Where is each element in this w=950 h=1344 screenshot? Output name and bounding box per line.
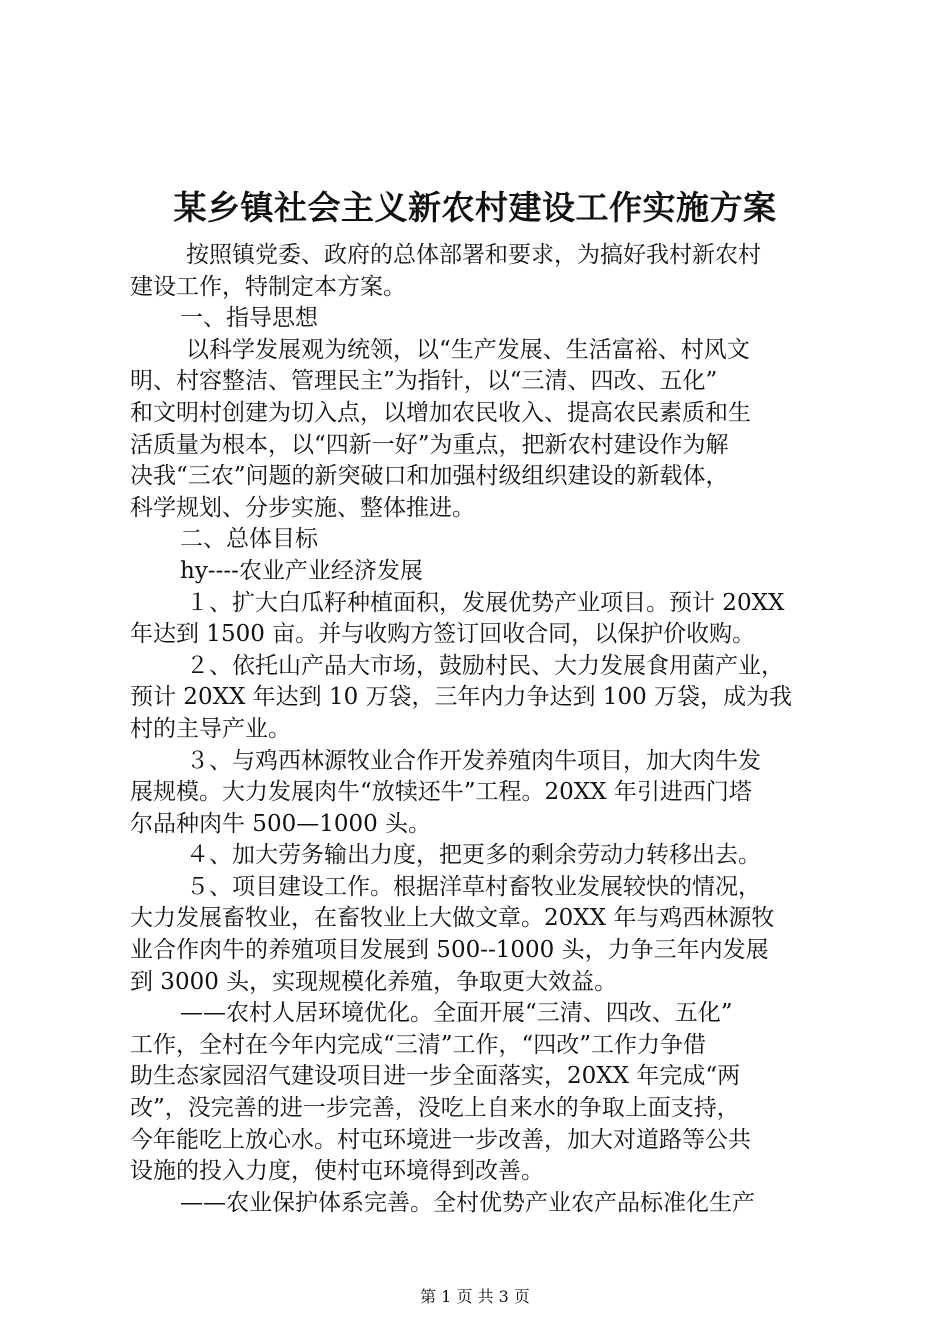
paragraph-line: 今年能吃上放心水。村屯环境进一步改善，加大对道路等公共 xyxy=(130,1126,751,1153)
paragraph-line: 展规模。大力发展肉牛“放犊还牛”工程。20XX 年引进西门塔 xyxy=(130,779,752,806)
paragraph-line: 助生态家园沼气建设项目进一步全面落实，20XX 年完成“两 xyxy=(130,1063,741,1090)
paragraph-line: ２、依托山产品大市场，鼓励村民、大力发展食用菌产业， xyxy=(186,652,784,679)
paragraph-line: hy----农业产业经济发展 xyxy=(180,557,423,584)
paragraph-line: 活质量为根本，以“四新一好”为重点，把新农村建设作为解 xyxy=(130,431,729,458)
paragraph-line: 设施的投入力度，使村屯环境得到改善。 xyxy=(130,1158,544,1185)
document-title: 某乡镇社会主义新农村建设工作实施方案 xyxy=(173,188,777,227)
paragraph-line: 改”，没完善的进一步完善，没吃上自来水的争取上面支持， xyxy=(130,1095,740,1122)
paragraph-line: 和文明村创建为切入点，以增加农民收入、提高农民素质和生 xyxy=(130,399,751,426)
paragraph-line: 二、总体目标 xyxy=(180,526,318,553)
paragraph-line: 大力发展畜牧业，在畜牧业上大做文章。20XX 年与鸡西林源牧 xyxy=(130,905,775,932)
paragraph-line: 按照镇党委、政府的总体部署和要求，为搞好我村新农村 xyxy=(186,242,761,268)
paragraph-line: ３、与鸡西林源牧业合作开发养殖肉牛项目，加大肉牛发 xyxy=(186,747,761,774)
paragraph-line: 以科学发展观为统领，以“生产发展、生活富裕、村风文 xyxy=(186,336,750,363)
paragraph-line: 到 3000 头，实现规模化养殖，争取更大效益。 xyxy=(130,968,618,995)
page-footer: 第 1 页 共 3 页 xyxy=(420,1287,530,1306)
paragraph-line: 村的主导产业。 xyxy=(130,715,291,742)
paragraph-line: ——农村人居环境优化。全面开展“三清、四改、五化” xyxy=(180,1000,733,1027)
paragraph-line: ５、项目建设工作。根据洋草村畜牧业发展较快的情况， xyxy=(186,873,761,900)
paragraph-line: 工作，全村在今年内完成“三清”工作，“四改”工作力争借 xyxy=(130,1031,707,1058)
paragraph-line: 尔品种肉牛 500—1000 头。 xyxy=(130,810,432,837)
paragraph-line: 年达到 1500 亩。并与收购方签订回收合同，以保护价收购。 xyxy=(130,621,756,648)
paragraph-line: ４、加大劳务输出力度，把更多的剩余劳动力转移出去。 xyxy=(186,842,761,869)
paragraph-line: ——农业保护体系完善。全村优势产业农产品标准化生产 xyxy=(180,1189,755,1216)
paragraph-line: 一、指导思想 xyxy=(180,305,318,332)
paragraph-line: 业合作肉牛的养殖项目发展到 500--1000 头，力争三年内发展 xyxy=(130,937,769,964)
paragraph-line: 科学规划、分步实施、整体推进。 xyxy=(130,494,475,521)
paragraph-line: １、扩大白瓜籽种植面积，发展优势产业项目。预计 20XX xyxy=(186,589,785,616)
paragraph-line: 建设工作，特制定本方案。 xyxy=(130,273,406,300)
paragraph-line: 明、村容整洁、管理民主”为指针，以“三清、四改、五化” xyxy=(130,368,718,395)
paragraph-line: 决我“三农”问题的新突破口和加强村级组织建设的新载体， xyxy=(130,463,729,490)
paragraph-line: 预计 20XX 年达到 10 万袋，三年内力争达到 100 万袋，成为我 xyxy=(130,684,793,711)
document-body xyxy=(130,240,830,1219)
